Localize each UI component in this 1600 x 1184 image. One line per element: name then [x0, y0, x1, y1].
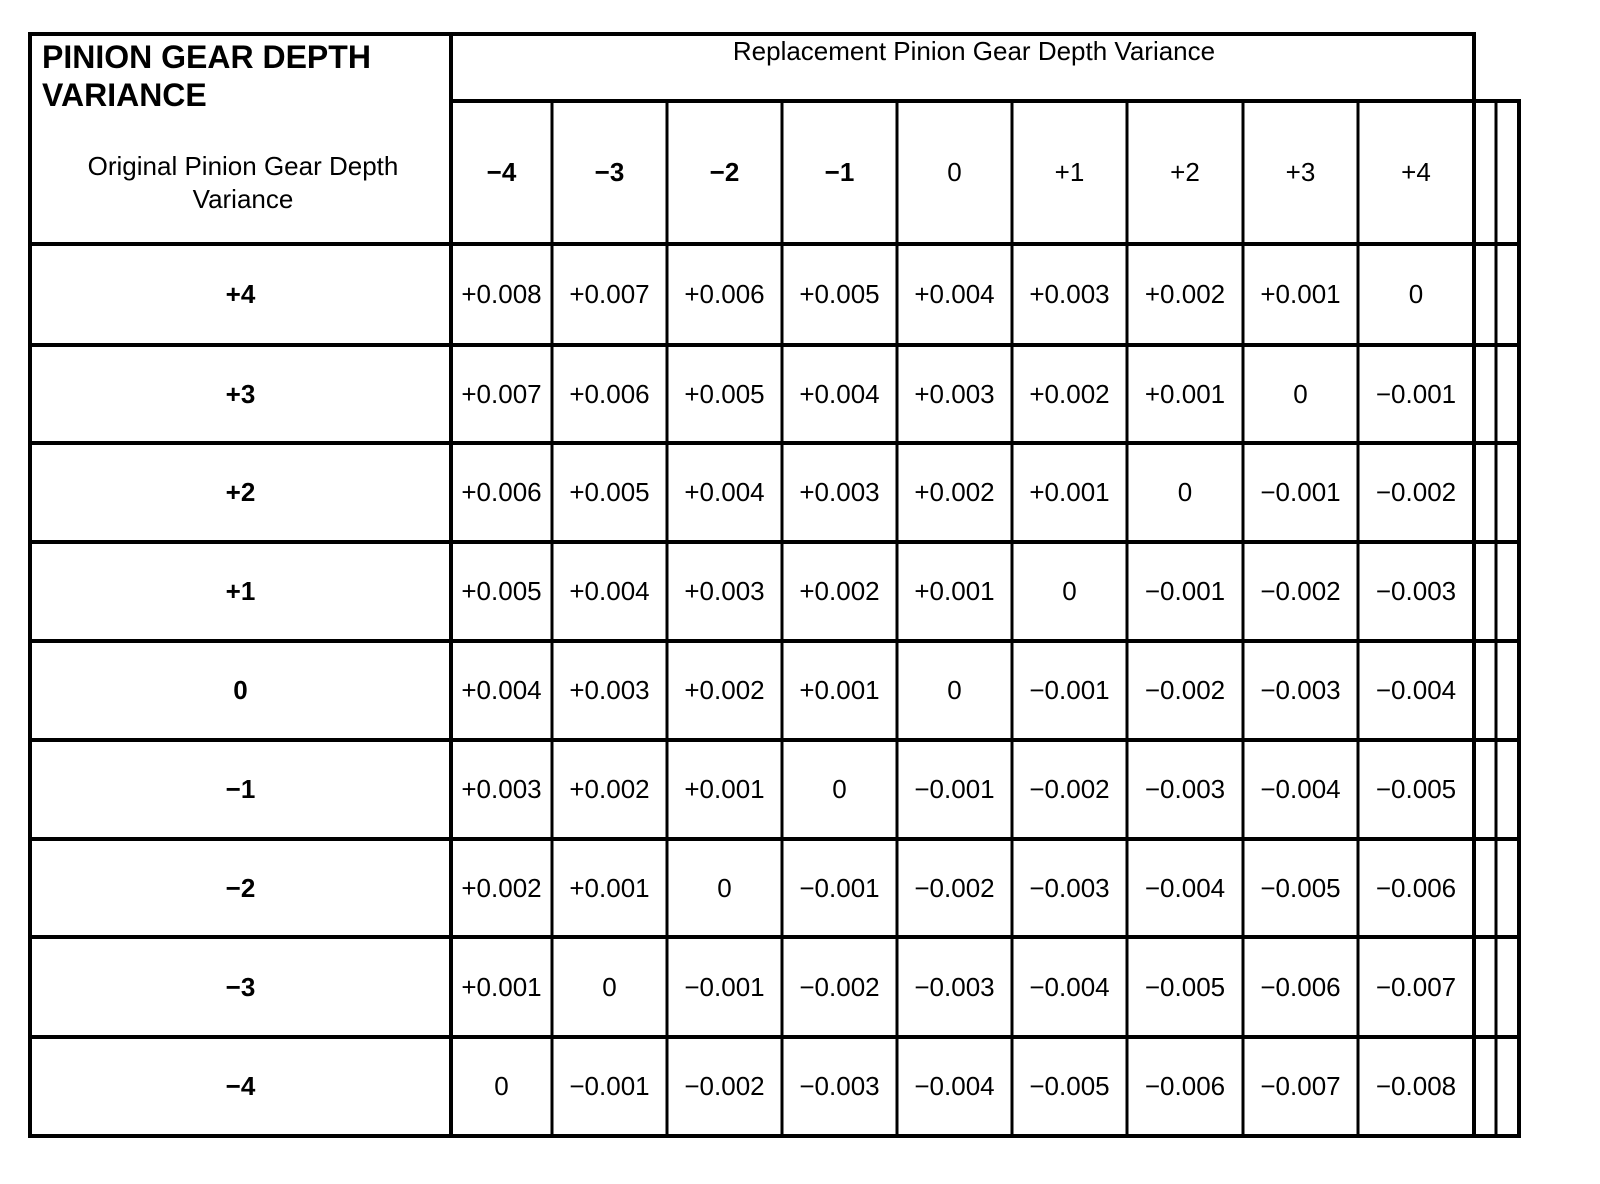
column-header-cell	[1012, 101, 1127, 244]
table-cell-cell	[897, 443, 1012, 542]
table-cell-cell	[552, 740, 667, 839]
row-header: +2	[225, 477, 256, 507]
table-cell-cell	[1243, 740, 1358, 839]
table-cell-cell	[1012, 839, 1127, 937]
table-cell-cell	[451, 443, 552, 542]
table-cell-cell	[451, 937, 552, 1037]
column-header-cell	[667, 101, 782, 244]
column-header: −2	[709, 157, 740, 187]
table-cell-cell	[552, 641, 667, 740]
table-cell-cell	[1358, 542, 1474, 641]
table-cell-cell	[451, 345, 552, 443]
table-cell: −0.008	[1375, 1071, 1457, 1101]
table-cell: 0	[602, 971, 617, 1002]
table-cell-cell	[667, 1037, 782, 1136]
table-cell: −0.001	[914, 774, 995, 804]
table-cell-cell	[667, 542, 782, 641]
table-cell-cell	[1012, 1037, 1127, 1136]
table-cell: −0.002	[684, 1071, 765, 1101]
table-cell-cell	[552, 839, 667, 937]
table-cell-cell	[1127, 345, 1243, 443]
table-cell-cell	[667, 839, 782, 937]
table-cell: 0	[1293, 378, 1308, 409]
table-cell: −0.006	[1260, 971, 1341, 1002]
table-cell: −0.002	[1375, 477, 1457, 507]
table-cell-cell	[552, 244, 667, 345]
table-cell-cell	[1012, 443, 1127, 542]
row-axis-label: Original Pinion Gear Depth Variance	[87, 151, 399, 214]
row-header: +1	[225, 576, 256, 606]
table-cell-cell	[1243, 839, 1358, 937]
table-cell-cell	[782, 443, 897, 542]
table-cell: +0.004	[914, 279, 995, 309]
column-header: +4	[1401, 157, 1431, 187]
table-cell: +0.004	[684, 477, 765, 507]
table-cell: +0.005	[684, 378, 765, 409]
table-cell: −0.004	[1260, 774, 1341, 804]
table-cell: −0.002	[914, 872, 995, 903]
table-cell: +0.002	[1029, 378, 1110, 409]
table-cell-cell	[451, 1037, 552, 1136]
table-cell: +0.003	[799, 477, 880, 507]
table-cell: −0.001	[1144, 576, 1226, 606]
table-cell: −0.004	[1144, 872, 1226, 903]
table-cell: −0.003	[1144, 774, 1226, 804]
table-cell-cell	[1012, 641, 1127, 740]
table-cell: 0	[717, 872, 732, 903]
table-cell-cell	[1127, 244, 1243, 345]
table-cell-cell	[1243, 641, 1358, 740]
table-cell: −0.006	[1375, 872, 1457, 903]
table-cell-cell	[782, 1037, 897, 1136]
table-cell-cell	[1358, 937, 1474, 1037]
table-cell-cell	[1358, 1037, 1474, 1136]
table-cell: +0.007	[461, 378, 542, 409]
table-cell: +0.002	[799, 576, 880, 606]
table-cell: −0.004	[1375, 675, 1457, 705]
table-cell: +0.001	[1144, 378, 1226, 409]
table-cell-cell	[667, 345, 782, 443]
row-header-cell	[30, 1037, 451, 1136]
table-cell: −0.002	[1144, 675, 1226, 705]
table-cell-cell	[451, 542, 552, 641]
column-header-cell	[552, 101, 667, 244]
table-cell: +0.001	[799, 675, 880, 705]
table-cell: −0.005	[1144, 971, 1226, 1002]
table-cell-cell	[897, 542, 1012, 641]
table-cell: −0.006	[1144, 1071, 1226, 1101]
table-cell-cell	[1243, 1037, 1358, 1136]
table-cell: −0.001	[1260, 477, 1341, 507]
table-cell: +0.001	[914, 576, 995, 606]
table-cell-cell	[1358, 244, 1474, 345]
column-header: −4	[486, 157, 517, 187]
table-cell: +0.001	[569, 872, 650, 903]
table-cell-cell	[1012, 740, 1127, 839]
table-cell: +0.005	[799, 279, 880, 309]
table-cell-cell	[897, 937, 1012, 1037]
row-header-cell	[30, 345, 451, 443]
row-header-cell	[30, 740, 451, 839]
column-header-cell	[451, 101, 552, 244]
table-cell: −0.001	[799, 872, 880, 903]
table-cell-cell	[667, 443, 782, 542]
table-cell: +0.001	[1260, 279, 1341, 309]
table-cell-cell	[782, 345, 897, 443]
table-cell: 0	[1408, 279, 1424, 309]
table-cell-cell	[451, 740, 552, 839]
table-cell: −0.003	[1029, 872, 1110, 903]
table-cell: +0.007	[569, 279, 650, 309]
row-header-cell	[30, 839, 451, 937]
row-header-cell	[30, 542, 451, 641]
row-header-cell	[30, 244, 451, 345]
table-cell: +0.004	[461, 675, 542, 705]
table-cell: −0.003	[914, 971, 995, 1002]
table-cell-cell	[1127, 937, 1243, 1037]
table-cell: +0.002	[914, 477, 995, 507]
table-cell: −0.004	[1029, 971, 1110, 1002]
table-cell: −0.001	[1375, 378, 1457, 409]
table-cell: +0.006	[684, 279, 765, 309]
column-header: −3	[594, 157, 625, 187]
table-title: PINION GEAR DEPTH VARIANCE	[42, 39, 371, 113]
row-header: +4	[225, 279, 256, 309]
column-header: +3	[1285, 157, 1316, 187]
table-cell-cell	[1358, 740, 1474, 839]
table-cell-cell	[1243, 244, 1358, 345]
table-cell-cell	[552, 345, 667, 443]
table-cell: −0.004	[914, 1071, 995, 1101]
table-cell-cell	[1012, 937, 1127, 1037]
table-cell: +0.002	[1144, 279, 1226, 309]
table-cell-cell	[897, 641, 1012, 740]
table-cell-cell	[782, 542, 897, 641]
column-header-cell	[1358, 101, 1474, 244]
row-header: −4	[225, 1071, 256, 1101]
table-cell-cell	[1243, 345, 1358, 443]
table-cell-cell	[1012, 244, 1127, 345]
table-cell: 0	[494, 1071, 509, 1101]
row-header-cell	[30, 443, 451, 542]
table-cell-cell	[897, 345, 1012, 443]
column-header: −1	[824, 157, 855, 187]
table-cell: 0	[832, 774, 847, 804]
table-cell: −0.001	[569, 1071, 650, 1101]
row-header: 0	[233, 675, 248, 705]
table-cell: +0.006	[569, 378, 650, 409]
column-header-cell	[897, 101, 1012, 244]
table-cell-cell	[782, 244, 897, 345]
row-header: +3	[225, 378, 256, 409]
table-cell: 0	[1062, 576, 1077, 606]
table-cell-cell	[451, 244, 552, 345]
table-cell-cell	[451, 641, 552, 740]
row-header: −2	[225, 872, 256, 903]
table-cell-cell	[1127, 641, 1243, 740]
table-cell: +0.006	[461, 477, 542, 507]
column-header: +2	[1170, 157, 1200, 187]
column-header-cell	[782, 101, 897, 244]
table-cell: +0.001	[1029, 477, 1110, 507]
row-header: −3	[225, 971, 256, 1002]
table-cell-cell	[1127, 443, 1243, 542]
column-header: 0	[947, 157, 962, 187]
table-cell-cell	[1012, 345, 1127, 443]
table-cell-cell	[1243, 937, 1358, 1037]
table-cell: −0.003	[1375, 576, 1457, 606]
table-cell-cell	[897, 1037, 1012, 1136]
table-cell-cell	[1243, 542, 1358, 641]
row-header: −1	[225, 774, 256, 804]
row-header-cell	[30, 937, 451, 1037]
table-cell: −0.005	[1375, 774, 1457, 804]
table-cell: +0.005	[461, 576, 542, 606]
table-cell-cell	[1358, 345, 1474, 443]
table-cell: −0.003	[1260, 675, 1341, 705]
table-cell-cell	[552, 443, 667, 542]
table-cell: +0.003	[1029, 279, 1110, 309]
column-header: +1	[1054, 157, 1085, 187]
table-cell-cell	[1127, 839, 1243, 937]
table-cell-cell	[1243, 443, 1358, 542]
table-cell: +0.002	[684, 675, 765, 705]
table-cell: −0.002	[1029, 774, 1110, 804]
table-cell: +0.005	[569, 477, 650, 507]
table-cell: −0.007	[1260, 1071, 1341, 1101]
table-cell-cell	[552, 937, 667, 1037]
table-cell: −0.002	[1260, 576, 1341, 606]
table-cell: +0.008	[461, 279, 542, 309]
table-cell: −0.005	[1260, 872, 1341, 903]
table-cell: −0.002	[799, 971, 880, 1002]
table-cell-cell	[552, 542, 667, 641]
table-cell: 0	[1177, 477, 1193, 507]
table-cell-cell	[1127, 740, 1243, 839]
table-cell: +0.003	[569, 675, 650, 705]
table-cell-cell	[897, 740, 1012, 839]
table-cell-cell	[667, 937, 782, 1037]
column-axis-label: Replacement Pinion Gear Depth Variance	[732, 36, 1216, 66]
table-cell-cell	[897, 839, 1012, 937]
table-cell-cell	[1358, 641, 1474, 740]
table-cell: +0.004	[569, 576, 650, 606]
table-cell: +0.001	[684, 774, 765, 804]
table-cell: −0.001	[1029, 675, 1110, 705]
table-cell: +0.003	[461, 774, 542, 804]
table-cell-cell	[1358, 839, 1474, 937]
table-cell: +0.002	[569, 774, 650, 804]
table-cell: −0.005	[1029, 1071, 1110, 1101]
table-cell-cell	[782, 937, 897, 1037]
row-header-cell	[30, 641, 451, 740]
table-cell-cell	[667, 740, 782, 839]
table-cell-cell	[552, 1037, 667, 1136]
table-cell-cell	[667, 244, 782, 345]
table-cell: +0.003	[914, 378, 995, 409]
table-cell-cell	[897, 244, 1012, 345]
table-cell-cell	[1127, 1037, 1243, 1136]
column-header-cell	[1243, 101, 1358, 244]
table-cell: +0.002	[461, 872, 542, 903]
table-cell-cell	[782, 839, 897, 937]
table-cell-cell	[451, 839, 552, 937]
table-cell-cell	[782, 740, 897, 839]
table-cell-cell	[667, 641, 782, 740]
table-cell-cell	[1358, 443, 1474, 542]
table-cell-cell	[782, 641, 897, 740]
table-cell-cell	[1012, 542, 1127, 641]
table-cell: −0.001	[684, 971, 765, 1002]
column-header-cell	[1127, 101, 1243, 244]
table-cell: 0	[947, 675, 962, 705]
table-cell: +0.001	[461, 971, 542, 1002]
table-cell: +0.004	[799, 378, 880, 409]
table-cell: −0.007	[1375, 971, 1457, 1002]
table-cell: −0.003	[799, 1071, 880, 1101]
table-cell-cell	[1127, 542, 1243, 641]
table-cell: +0.003	[684, 576, 765, 606]
